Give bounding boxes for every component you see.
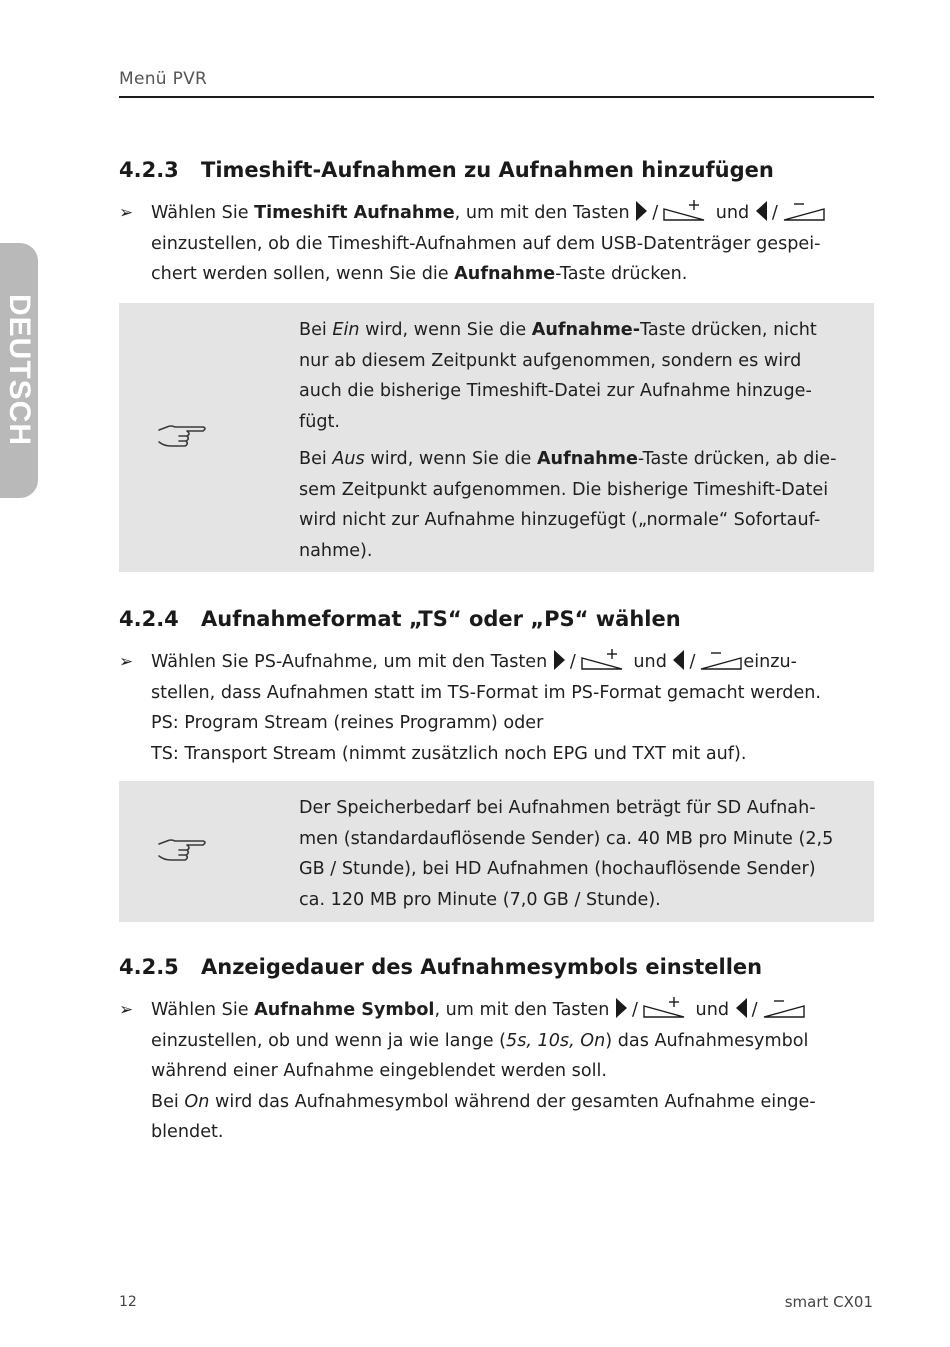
option-values: 5s, 10s, On	[506, 1030, 606, 1051]
button-name: Aufnahme	[536, 449, 638, 469]
text: wird das Aufnahmesymbol während der gesamten Aufnahme einge-	[209, 1091, 816, 1112]
arrow-left-icon	[735, 997, 748, 1019]
section-heading-4-2-4	[119, 607, 681, 631]
text: Wählen Sie PS-Aufnahme, um mit den Tasten	[151, 652, 548, 672]
text-line: fügt.	[299, 411, 341, 432]
arrow-left-icon	[755, 200, 768, 222]
bullet-arrow-icon: ➢	[119, 1000, 134, 1020]
note-box	[119, 303, 874, 572]
text: wird, wenn Sie die	[359, 320, 532, 340]
text: , um mit den Tasten	[454, 203, 630, 223]
text-line: ca. 120 MB pro Minute (7,0 GB / Stunde).	[299, 889, 661, 910]
language-tab-label: DEUTSCH	[3, 293, 36, 447]
menu-option: Timeshift Aufnahme	[254, 203, 455, 223]
text-line: nahme).	[299, 540, 373, 561]
header-divider	[119, 96, 874, 98]
pointing-hand-icon	[157, 421, 211, 449]
volume-up-icon	[642, 997, 686, 1019]
text: Bei	[299, 320, 333, 340]
option-value: On	[184, 1091, 210, 1112]
volume-up-icon	[662, 200, 706, 222]
text-line: stellen, dass Aufnahmen statt im TS-Format im PS-Format gemacht werden.	[151, 682, 822, 703]
text-line: auch die bisherige Timeshift-Datei zur Aufnahme hinzuge-	[299, 381, 812, 401]
bullet-arrow-icon: ➢	[119, 203, 134, 223]
text: Bei	[299, 449, 333, 469]
slash: /	[751, 1000, 758, 1020]
text: wird, wenn Sie die	[364, 449, 537, 469]
pointing-hand-icon	[157, 835, 211, 863]
slash: /	[771, 203, 778, 223]
note-box	[119, 781, 874, 922]
und-text: und	[715, 203, 750, 223]
text: -Taste drücken.	[555, 264, 688, 284]
text-line: men (standardauflösende Sender) ca. 40 MB pro Minute (2,5	[299, 828, 834, 849]
text: Wählen Sie	[151, 1000, 255, 1020]
text: chert werden sollen, wenn Sie die	[151, 264, 455, 284]
text: Bei	[151, 1091, 185, 1112]
text-line: Der Speicherbedarf bei Aufnahmen beträgt für SD Aufnah-	[299, 798, 816, 818]
text: , um mit den Tasten	[434, 1000, 610, 1020]
volume-down-icon	[782, 200, 826, 222]
text-line: sem Zeitpunkt aufgenommen. Die bisherige Timeshift-Datei	[299, 479, 829, 500]
product-model: smart CX01	[784, 1293, 873, 1311]
und-text: und	[633, 652, 667, 672]
button-name: Aufnahme	[454, 264, 556, 284]
text-line: blendet.	[151, 1122, 224, 1142]
option-value: Aus	[332, 449, 365, 469]
volume-down-icon	[762, 997, 806, 1019]
arrow-right-icon	[615, 997, 628, 1019]
text-line: einzustellen, ob die Timeshift-Aufnahmen auf dem USB-Datenträger gespei-	[151, 233, 821, 254]
section-title: Anzeigedauer des Aufnahmesymbols einstellen	[201, 955, 763, 979]
arrow-right-icon	[635, 200, 648, 222]
text: -Taste drücken, ab die-	[637, 449, 837, 469]
slash: /	[569, 652, 576, 672]
page-number: 12	[119, 1294, 137, 1310]
text-line: nur ab diesem Zeitpunkt aufgenommen, sondern es wird	[299, 350, 802, 371]
menu-option: Aufnahme Symbol	[254, 1000, 435, 1020]
section-title: Timeshift-Aufnahmen zu Aufnahmen hinzufügen	[201, 158, 774, 182]
slash: /	[652, 203, 659, 223]
text: ) das Aufnahmesymbol	[605, 1030, 809, 1051]
text-line: während einer Aufnahme eingeblendet werden soll.	[151, 1061, 607, 1081]
section-number: 4.2.4	[119, 607, 179, 631]
section-number: 4.2.5	[119, 955, 179, 979]
text: einzustellen, ob und wenn ja wie lange (	[151, 1030, 506, 1051]
und-text: und	[695, 1000, 730, 1020]
bullet-arrow-icon: ➢	[119, 652, 134, 672]
text-line: GB / Stunde), bei HD Aufnahmen (hochauflösende Sender)	[299, 859, 816, 879]
text-line: PS: Program Stream (reines Programm) oder	[151, 713, 544, 733]
section-title: Aufnahmeformat „TS“ oder „PS“ wählen	[201, 607, 681, 631]
slash: /	[632, 1000, 638, 1020]
slash: /	[689, 652, 696, 672]
text: einzu-	[743, 652, 798, 672]
running-header: Menü PVR	[119, 69, 208, 89]
arrow-right-icon	[553, 649, 566, 671]
volume-up-icon	[580, 649, 624, 671]
text-line: wird nicht zur Aufnahme hinzugefügt („normale“ Sofortauf-	[299, 510, 821, 530]
button-name: Aufnahme-	[531, 320, 641, 340]
text: Wählen Sie	[151, 203, 255, 223]
section-heading-4-2-3	[119, 158, 774, 182]
section-heading-4-2-5	[119, 955, 762, 979]
arrow-left-icon	[672, 649, 685, 671]
section-number: 4.2.3	[119, 158, 179, 182]
option-value: Ein	[332, 320, 360, 340]
text: Taste drücken, nicht	[640, 320, 817, 340]
volume-down-icon	[699, 649, 743, 671]
text-line: TS: Transport Stream (nimmt zusätzlich noch EPG und TXT mit auf).	[151, 743, 747, 764]
